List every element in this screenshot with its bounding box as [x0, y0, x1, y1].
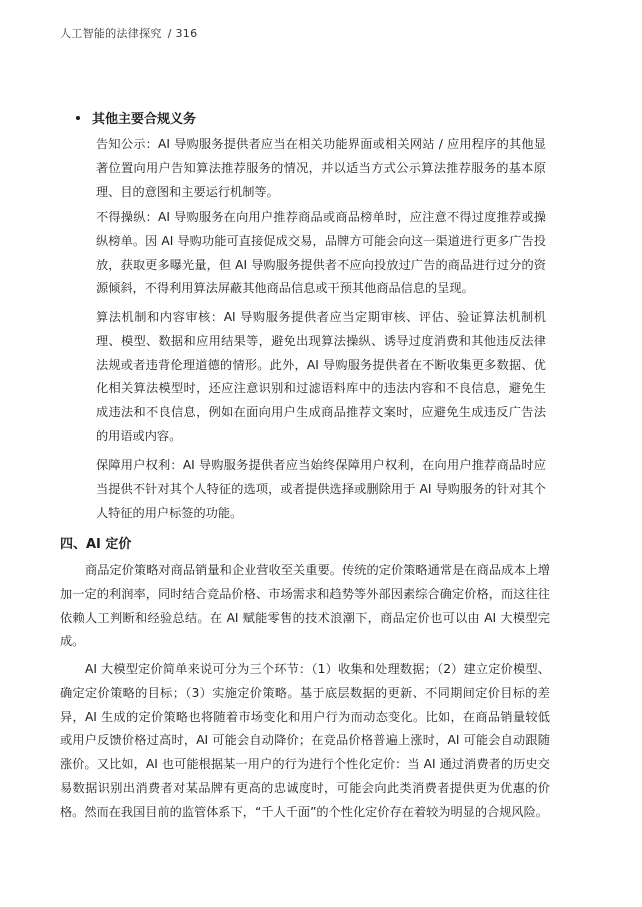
page-number: / 316	[167, 27, 198, 40]
bullet-heading-text: 其他主要合规义务	[92, 112, 197, 127]
paragraph-algorithm-review: 算法机制和内容审核：AI 导购服务提供者应当定期审核、评估、验证算法机制机理、模型、数据和应用结果等，避免出现算法操纵、诱导过度消费和其他违反法律法规或者违背伦理道德的情形。此外，AI 导购服务提供者在不断收集更多数据、优化相关算法模型时，还应注意识别和过滤语料库中的违法内容和不良信息，避免生成违法和不良信息，例如在面向用户生成商品推荐文案时，应避免生成违反广告法的用语或内容。	[96, 310, 546, 443]
bullet-dot-icon	[76, 116, 80, 120]
paragraph-user-rights: 保障用户权利：AI 导购服务提供者应当始终保障用户权利，在向用户推荐商品时应当提供不针对其个人特征的选项，或者提供选择或删除用于 AI 导购服务的针对其个人特征的用户标签的功能。	[96, 458, 546, 520]
section-heading-ai-pricing: 四、AI 定价	[60, 537, 132, 552]
paragraph-pricing-intro: 商品定价策略对商品销量和企业营收至关重要。传统的定价策略通常是在商品成本上增加一定的利润率，同时结合竞品价格、市场需求和趋势等外部因素综合确定价格，而这往往依赖人工判断和经验总结。在 AI 赋能零售的技术浪潮下，商品定价也可以由 AI 大模型完成。	[60, 563, 550, 649]
book-title: 人工智能的法律探究	[60, 27, 162, 40]
paragraph-pricing-model: AI 大模型定价简单来说可分为三个环节：（1）收集和处理数据；（2）建立定价模型、确定定价策略的目标；（3）实施定价策略。基于底层数据的更新、不同期间定价目标的差异，AI 生成的定价策略也将随着市场变化和用户行为而动态变化。比如，在商品销量较低或用户反馈价格过高时，AI 可能会自动降价；在竞品价格普遍上涨时，AI 可能会自动跟随涨价。又比如，AI 也可能根据某一用户的行为进行个性化定价：当 AI 通过消费者的历史交易数据识别出消费者对某品牌有更高的忠诚度时，可能会向此类消费者提供更为优惠的价格。然而在我国目前的监管体系下，“千人千面”的个性化定价存在着较为明显的合规风险。	[60, 662, 550, 819]
paragraph-disclosure: 告知公示：AI 导购服务提供者应当在相关功能界面或相关网站 / 应用程序的其他显著位置向用户告知算法推荐服务的情况，并以适当方式公示算法推荐服务的基本原理、目的意图和主要运行机制等。	[96, 137, 546, 199]
running-header	[60, 25, 197, 41]
bullet-heading	[76, 108, 196, 127]
paragraph-no-manipulation: 不得操纵：AI 导购服务在向用户推荐商品或商品榜单时，应注意不得过度推荐或操纵榜单。因 AI 导购功能可直接促成交易，品牌方可能会向这一渠道进行更多广告投放，获取更多曝光量，但 AI 导购服务提供者不应向投放过广告的商品进行过分的资源倾斜，不得利用算法屏蔽其他商品信息或干预其他商品信息的呈现。	[96, 210, 546, 296]
